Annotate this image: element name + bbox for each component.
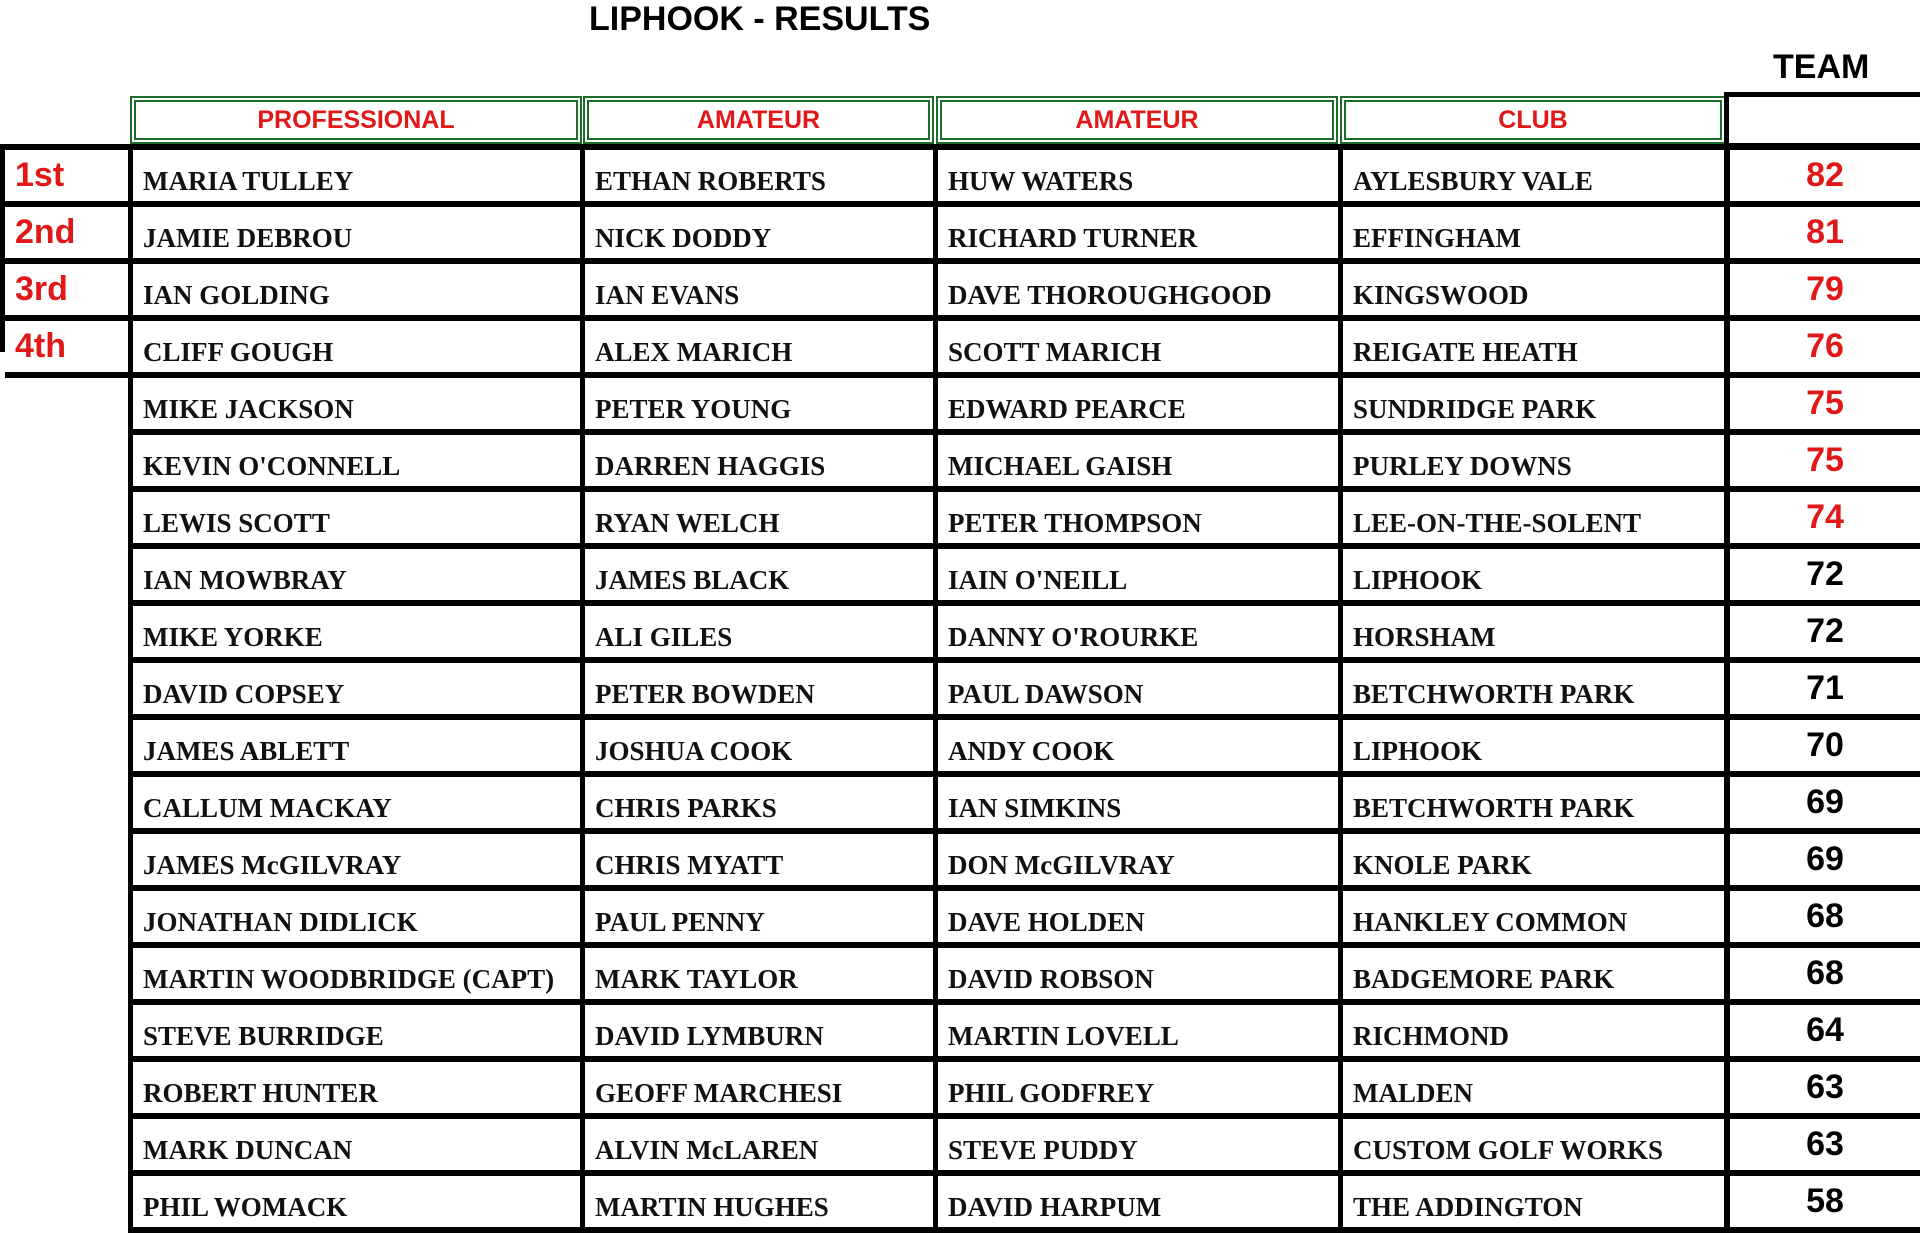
header-team-box: [1724, 92, 1920, 148]
cell-club: HANKLEY COMMON: [1338, 891, 1724, 942]
cell-professional: JAMIE DEBROU: [128, 207, 580, 258]
cell-amateur-2: DAVID ROBSON: [933, 948, 1338, 999]
cell-team-score: 75: [1724, 435, 1920, 486]
cell-team-score: 64: [1724, 1005, 1920, 1056]
cell-club: SUNDRIDGE PARK: [1338, 378, 1724, 429]
cell-amateur-1: ALI GILES: [580, 606, 933, 657]
cell-professional: MARK DUNCAN: [128, 1119, 580, 1170]
cell-team-score: 76: [1724, 321, 1920, 372]
table-row: [128, 492, 1920, 549]
cell-club: KNOLE PARK: [1338, 834, 1724, 885]
cell-amateur-1: PETER YOUNG: [580, 378, 933, 429]
cell-amateur-2: HUW WATERS: [933, 150, 1338, 201]
cell-amateur-2: DON McGILVRAY: [933, 834, 1338, 885]
cell-amateur-2: ANDY COOK: [933, 720, 1338, 771]
cell-professional: IAN MOWBRAY: [128, 549, 580, 600]
cell-team-score: 68: [1724, 948, 1920, 999]
page-title: LIPHOOK - RESULTS: [589, 0, 931, 38]
cell-amateur-2: PHIL GODFREY: [933, 1062, 1338, 1113]
cell-amateur-2: IAN SIMKINS: [933, 777, 1338, 828]
cell-club: PURLEY DOWNS: [1338, 435, 1724, 486]
cell-professional: JONATHAN DIDLICK: [128, 891, 580, 942]
cell-amateur-1: MARK TAYLOR: [580, 948, 933, 999]
cell-club: LIPHOOK: [1338, 549, 1724, 600]
cell-club: BADGEMORE PARK: [1338, 948, 1724, 999]
cell-club: AYLESBURY VALE: [1338, 150, 1724, 201]
cell-amateur-2: IAIN O'NEILL: [933, 549, 1338, 600]
placing-label: 4th: [5, 321, 133, 378]
cell-amateur-1: ALVIN McLAREN: [580, 1119, 933, 1170]
cell-amateur-1: CHRIS PARKS: [580, 777, 933, 828]
cell-professional: LEWIS SCOTT: [128, 492, 580, 543]
cell-amateur-2: SCOTT MARICH: [933, 321, 1338, 372]
table-row: [128, 321, 1920, 378]
cell-amateur-2: MARTIN LOVELL: [933, 1005, 1338, 1056]
cell-club: HORSHAM: [1338, 606, 1724, 657]
cell-team-score: 58: [1724, 1176, 1920, 1227]
cell-team-score: 74: [1724, 492, 1920, 543]
cell-professional: JAMES ABLETT: [128, 720, 580, 771]
cell-amateur-2: RICHARD TURNER: [933, 207, 1338, 258]
header-amateur-1: AMATEUR: [583, 96, 934, 144]
cell-club: LEE-ON-THE-SOLENT: [1338, 492, 1724, 543]
cell-professional: IAN GOLDING: [128, 264, 580, 315]
cell-professional: PHIL WOMACK: [128, 1176, 580, 1227]
cell-club: THE ADDINGTON: [1338, 1176, 1724, 1227]
cell-club: CUSTOM GOLF WORKS: [1338, 1119, 1724, 1170]
placing-label: 1st: [5, 150, 133, 207]
header-professional: PROFESSIONAL: [130, 96, 582, 144]
cell-amateur-2: PETER THOMPSON: [933, 492, 1338, 543]
cell-club: MALDEN: [1338, 1062, 1724, 1113]
cell-club: BETCHWORTH PARK: [1338, 777, 1724, 828]
cell-professional: MIKE JACKSON: [128, 378, 580, 429]
cell-team-score: 72: [1724, 549, 1920, 600]
cell-professional: CALLUM MACKAY: [128, 777, 580, 828]
cell-professional: JAMES McGILVRAY: [128, 834, 580, 885]
placing-label: 2nd: [5, 207, 133, 264]
cell-professional: STEVE BURRIDGE: [128, 1005, 580, 1056]
table-row: [128, 435, 1920, 492]
cell-amateur-1: ETHAN ROBERTS: [580, 150, 933, 201]
placings-column: [0, 144, 133, 365]
cell-amateur-1: JAMES BLACK: [580, 549, 933, 600]
cell-amateur-2: DAVID HARPUM: [933, 1176, 1338, 1227]
cell-professional: DAVID COPSEY: [128, 663, 580, 714]
table-row: [128, 948, 1920, 1005]
cell-club: RICHMOND: [1338, 1005, 1724, 1056]
cell-amateur-1: JOSHUA COOK: [580, 720, 933, 771]
table-row: [128, 1005, 1920, 1062]
header-club: CLUB: [1340, 96, 1726, 144]
cell-amateur-1: MARTIN HUGHES: [580, 1176, 933, 1227]
cell-club: REIGATE HEATH: [1338, 321, 1724, 372]
table-row: [128, 549, 1920, 606]
cell-professional: CLIFF GOUGH: [128, 321, 580, 372]
cell-team-score: 69: [1724, 834, 1920, 885]
cell-amateur-1: GEOFF MARCHESI: [580, 1062, 933, 1113]
cell-professional: MARTIN WOODBRIDGE (CAPT): [128, 948, 580, 999]
cell-professional: MIKE YORKE: [128, 606, 580, 657]
cell-amateur-2: DAVE HOLDEN: [933, 891, 1338, 942]
table-row: [128, 207, 1920, 264]
cell-amateur-2: DANNY O'ROURKE: [933, 606, 1338, 657]
team-column-label: TEAM: [1773, 48, 1870, 86]
cell-team-score: 82: [1724, 150, 1920, 201]
cell-amateur-1: DAVID LYMBURN: [580, 1005, 933, 1056]
table-row: [128, 891, 1920, 948]
cell-amateur-2: MICHAEL GAISH: [933, 435, 1338, 486]
cell-amateur-1: DARREN HAGGIS: [580, 435, 933, 486]
cell-professional: KEVIN O'CONNELL: [128, 435, 580, 486]
cell-club: KINGSWOOD: [1338, 264, 1724, 315]
cell-amateur-1: CHRIS MYATT: [580, 834, 933, 885]
table-row: [128, 150, 1920, 207]
cell-amateur-1: ALEX MARICH: [580, 321, 933, 372]
table-row: [128, 777, 1920, 834]
cell-team-score: 70: [1724, 720, 1920, 771]
cell-team-score: 69: [1724, 777, 1920, 828]
cell-team-score: 81: [1724, 207, 1920, 258]
cell-club: BETCHWORTH PARK: [1338, 663, 1724, 714]
table-row: [128, 1119, 1920, 1176]
cell-team-score: 72: [1724, 606, 1920, 657]
cell-amateur-1: PETER BOWDEN: [580, 663, 933, 714]
cell-amateur-1: RYAN WELCH: [580, 492, 933, 543]
cell-team-score: 79: [1724, 264, 1920, 315]
cell-amateur-2: DAVE THOROUGHGOOD: [933, 264, 1338, 315]
cell-club: EFFINGHAM: [1338, 207, 1724, 258]
cell-team-score: 75: [1724, 378, 1920, 429]
table-row: [128, 1062, 1920, 1119]
cell-team-score: 71: [1724, 663, 1920, 714]
cell-team-score: 63: [1724, 1062, 1920, 1113]
cell-amateur-2: EDWARD PEARCE: [933, 378, 1338, 429]
table-row: [128, 720, 1920, 777]
header-amateur-2: AMATEUR: [936, 96, 1338, 144]
cell-amateur-1: NICK DODDY: [580, 207, 933, 258]
cell-amateur-1: IAN EVANS: [580, 264, 933, 315]
table-row: [128, 1176, 1920, 1233]
table-row: [128, 663, 1920, 720]
results-table: [128, 144, 1920, 1222]
cell-professional: MARIA TULLEY: [128, 150, 580, 201]
cell-team-score: 68: [1724, 891, 1920, 942]
placing-label: 3rd: [5, 264, 133, 321]
table-row: [128, 264, 1920, 321]
table-row: [128, 606, 1920, 663]
cell-club: LIPHOOK: [1338, 720, 1724, 771]
cell-amateur-2: STEVE PUDDY: [933, 1119, 1338, 1170]
cell-professional: ROBERT HUNTER: [128, 1062, 580, 1113]
table-row: [128, 834, 1920, 891]
cell-team-score: 63: [1724, 1119, 1920, 1170]
cell-amateur-1: PAUL PENNY: [580, 891, 933, 942]
cell-amateur-2: PAUL DAWSON: [933, 663, 1338, 714]
table-row: [128, 378, 1920, 435]
